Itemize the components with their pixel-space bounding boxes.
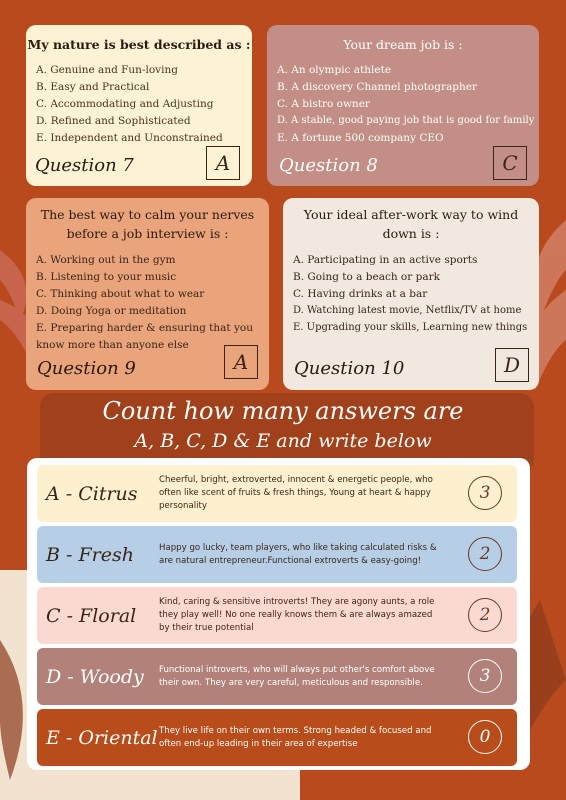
result-count[interactable]: 3 — [468, 659, 502, 693]
result-description: Cheerful, bright, extroverted, innocent & energetic people, who often like scent of fruits & fresh things, Young at heart & happy personality — [159, 475, 433, 511]
question-card-8 — [267, 25, 539, 186]
option-a: A. An olympic athlete — [277, 64, 392, 76]
option-e: E. Upgrading your skills, Learning new things — [293, 322, 528, 333]
option-d: D. A stable, good paying job that is good for family — [277, 115, 535, 126]
option-c: C. Having drinks at a bar — [293, 288, 428, 300]
result-name: A - Citrus — [46, 482, 138, 505]
result-count[interactable]: 2 — [468, 598, 502, 632]
result-count[interactable]: 2 — [468, 537, 502, 571]
question-title-line-2: down is : — [382, 226, 440, 241]
question-title-line-2: before a job interview is : — [66, 226, 229, 241]
option-e: E. Preparing harder & ensuring that you — [36, 322, 253, 334]
tally-heading-line-1: Count how many answers are — [102, 397, 464, 425]
answer-box[interactable]: D — [495, 348, 529, 382]
option-b: B. Listening to your music — [36, 271, 177, 283]
result-description: Kind, caring & sensitive introverts! They are agony aunts, a role they play well! No one really knows them & are always amazed by their true potential — [159, 597, 435, 633]
result-name: C - Floral — [46, 604, 137, 627]
option-c: C. Thinking about what to wear — [36, 288, 205, 300]
answer-box[interactable]: C — [493, 146, 527, 180]
question-label: Question 10 — [294, 358, 405, 379]
result-row-fresh — [37, 526, 517, 583]
result-count[interactable]: 0 — [468, 720, 502, 754]
question-title-line-1: Your ideal after-work way to wind — [303, 207, 519, 222]
result-row-citrus — [37, 465, 517, 522]
option-b: B. A discovery Channel photographer — [277, 81, 477, 93]
result-description: They live life on their own terms. Strong headed & focused and often end-up leading in their area of expertise — [159, 725, 432, 749]
answer-box[interactable]: A — [206, 146, 240, 180]
question-title: My nature is best described as : — [27, 37, 251, 52]
option-b: B. Easy and Practical — [36, 81, 150, 93]
question-card-9 — [26, 198, 269, 390]
result-row-oriental — [37, 709, 517, 766]
result-row-woody — [37, 648, 517, 705]
option-d: D. Refined and Sophisticated — [36, 115, 191, 127]
option-e: E. A fortune 500 company CEO — [277, 132, 444, 144]
question-label: Question 8 — [279, 155, 378, 176]
result-name: B - Fresh — [46, 543, 134, 566]
result-name: E - Oriental — [46, 726, 158, 749]
option-c: C. A bistro owner — [277, 98, 370, 110]
result-row-floral — [37, 587, 517, 644]
option-a: A. Genuine and Fun-loving — [36, 64, 178, 76]
result-count[interactable]: 3 — [468, 476, 502, 510]
option-a: A. Participating in an active sports — [293, 254, 478, 266]
option-e: E. Independent and Unconstrained — [36, 132, 223, 144]
option-d: D. Doing Yoga or meditation — [36, 305, 187, 317]
option-c: C. Accommodating and Adjusting — [36, 98, 214, 110]
question-label: Question 9 — [37, 358, 136, 379]
question-label: Question 7 — [35, 155, 134, 176]
option-e-continued: know more than anyone else — [36, 339, 189, 351]
option-d: D. Watching latest movie, Netflix/TV at home — [293, 305, 522, 316]
result-name: D - Woody — [46, 665, 144, 688]
tally-heading-line-2: A, B, C, D & E and write below — [134, 430, 432, 452]
question-title-line-1: The best way to calm your nerves — [40, 207, 255, 222]
option-a: A. Working out in the gym — [36, 254, 176, 266]
question-card-7 — [26, 25, 252, 186]
result-description: Happy go lucky, team players, who like taking calculated risks & are natural entrepreneur.Functional extroverts & easy-going! — [159, 542, 437, 566]
question-card-10 — [283, 198, 539, 390]
question-title: Your dream job is : — [343, 37, 463, 52]
result-description: Functional introverts, who will always put other's comfort above their own. They are very careful, meticulous and responsible. — [159, 664, 435, 688]
option-b: B. Going to a beach or park — [293, 271, 440, 283]
answer-box[interactable]: A — [224, 345, 258, 379]
